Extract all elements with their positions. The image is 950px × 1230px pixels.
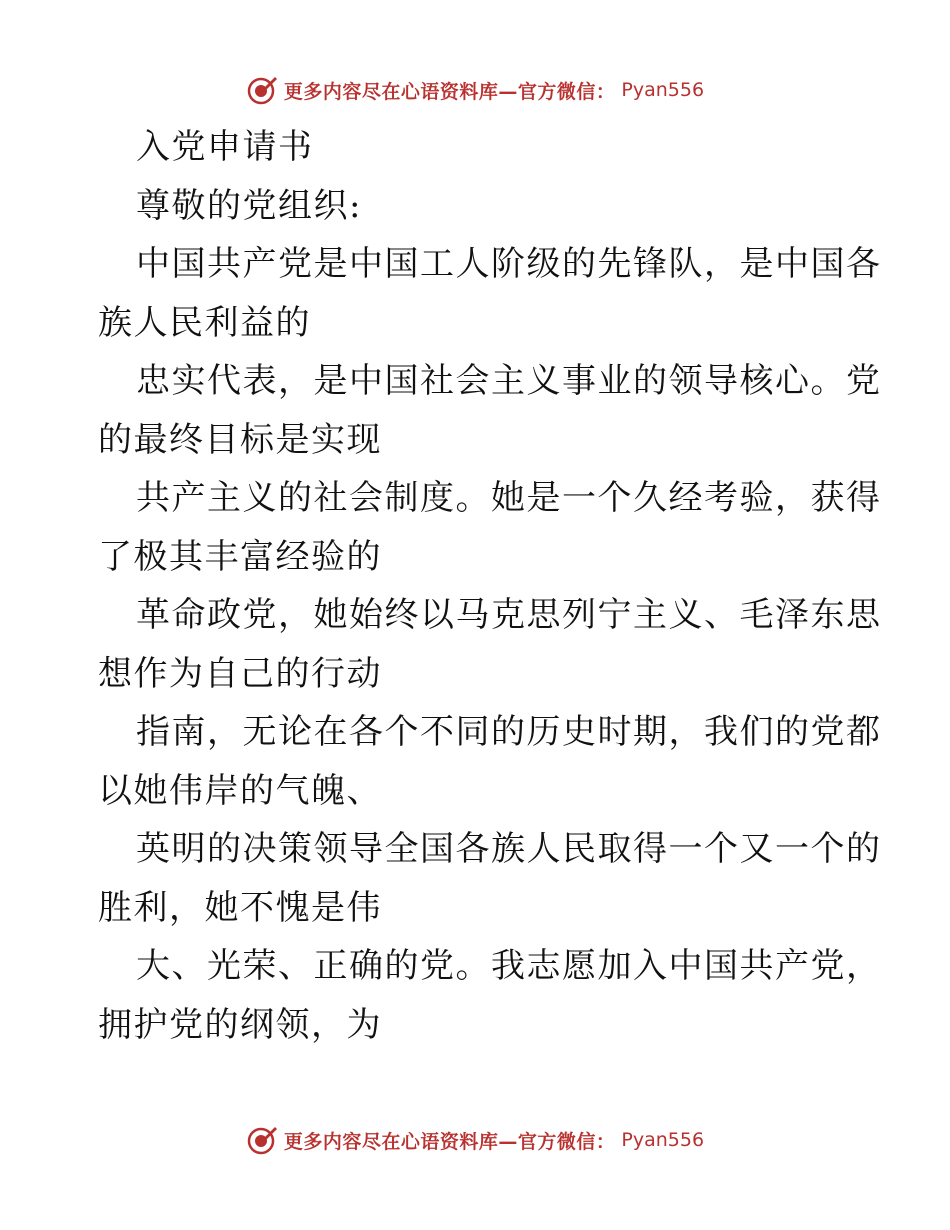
- banner-wechat-id: Pyan556: [621, 79, 705, 101]
- document-line: 想作为自己的行动: [98, 653, 382, 694]
- document-line: 中国共产党是中国工人阶级的先锋队，是中国各: [136, 244, 882, 284]
- document-line: 指南，无论在各个不同的历史时期，我们的党都: [136, 712, 882, 752]
- document-line: 了极其丰富经验的: [98, 536, 382, 577]
- document-line: 英明的决策领导全国各族人民取得一个又一个的: [136, 829, 882, 869]
- pen-logo-icon: [246, 74, 278, 106]
- document-line: 拥护党的纲领，为: [98, 1004, 382, 1045]
- document-line: 共产主义的社会制度。她是一个久经考验，获得: [136, 478, 882, 518]
- document-line: 的最终目标是实现: [98, 419, 382, 460]
- document-line: 忠实代表，是中国社会主义事业的领导核心。党: [136, 361, 882, 401]
- document-line: 大、光荣、正确的党。我志愿加入中国共产党，: [136, 946, 882, 986]
- document-line: 族人民利益的: [98, 302, 311, 343]
- footer-banner: [0, 1120, 950, 1160]
- header-banner: [0, 70, 950, 110]
- document-line: 入党申请书: [136, 127, 314, 167]
- document-body: [98, 118, 882, 1054]
- banner-wechat-id: Pyan556: [621, 1129, 705, 1151]
- document-line: 胜利，她不愧是伟: [98, 887, 382, 928]
- document-line: 尊敬的党组织:: [136, 185, 362, 226]
- banner-text: 更多内容尽在心语资料库—官方微信：: [283, 1130, 616, 1153]
- document-line: 以她伟岸的气魄、: [98, 770, 382, 811]
- pen-logo-icon: [246, 1124, 278, 1156]
- document-line: 革命政党，她始终以马克思列宁主义、毛泽东思: [136, 595, 882, 635]
- banner-text: 更多内容尽在心语资料库—官方微信：: [283, 80, 616, 103]
